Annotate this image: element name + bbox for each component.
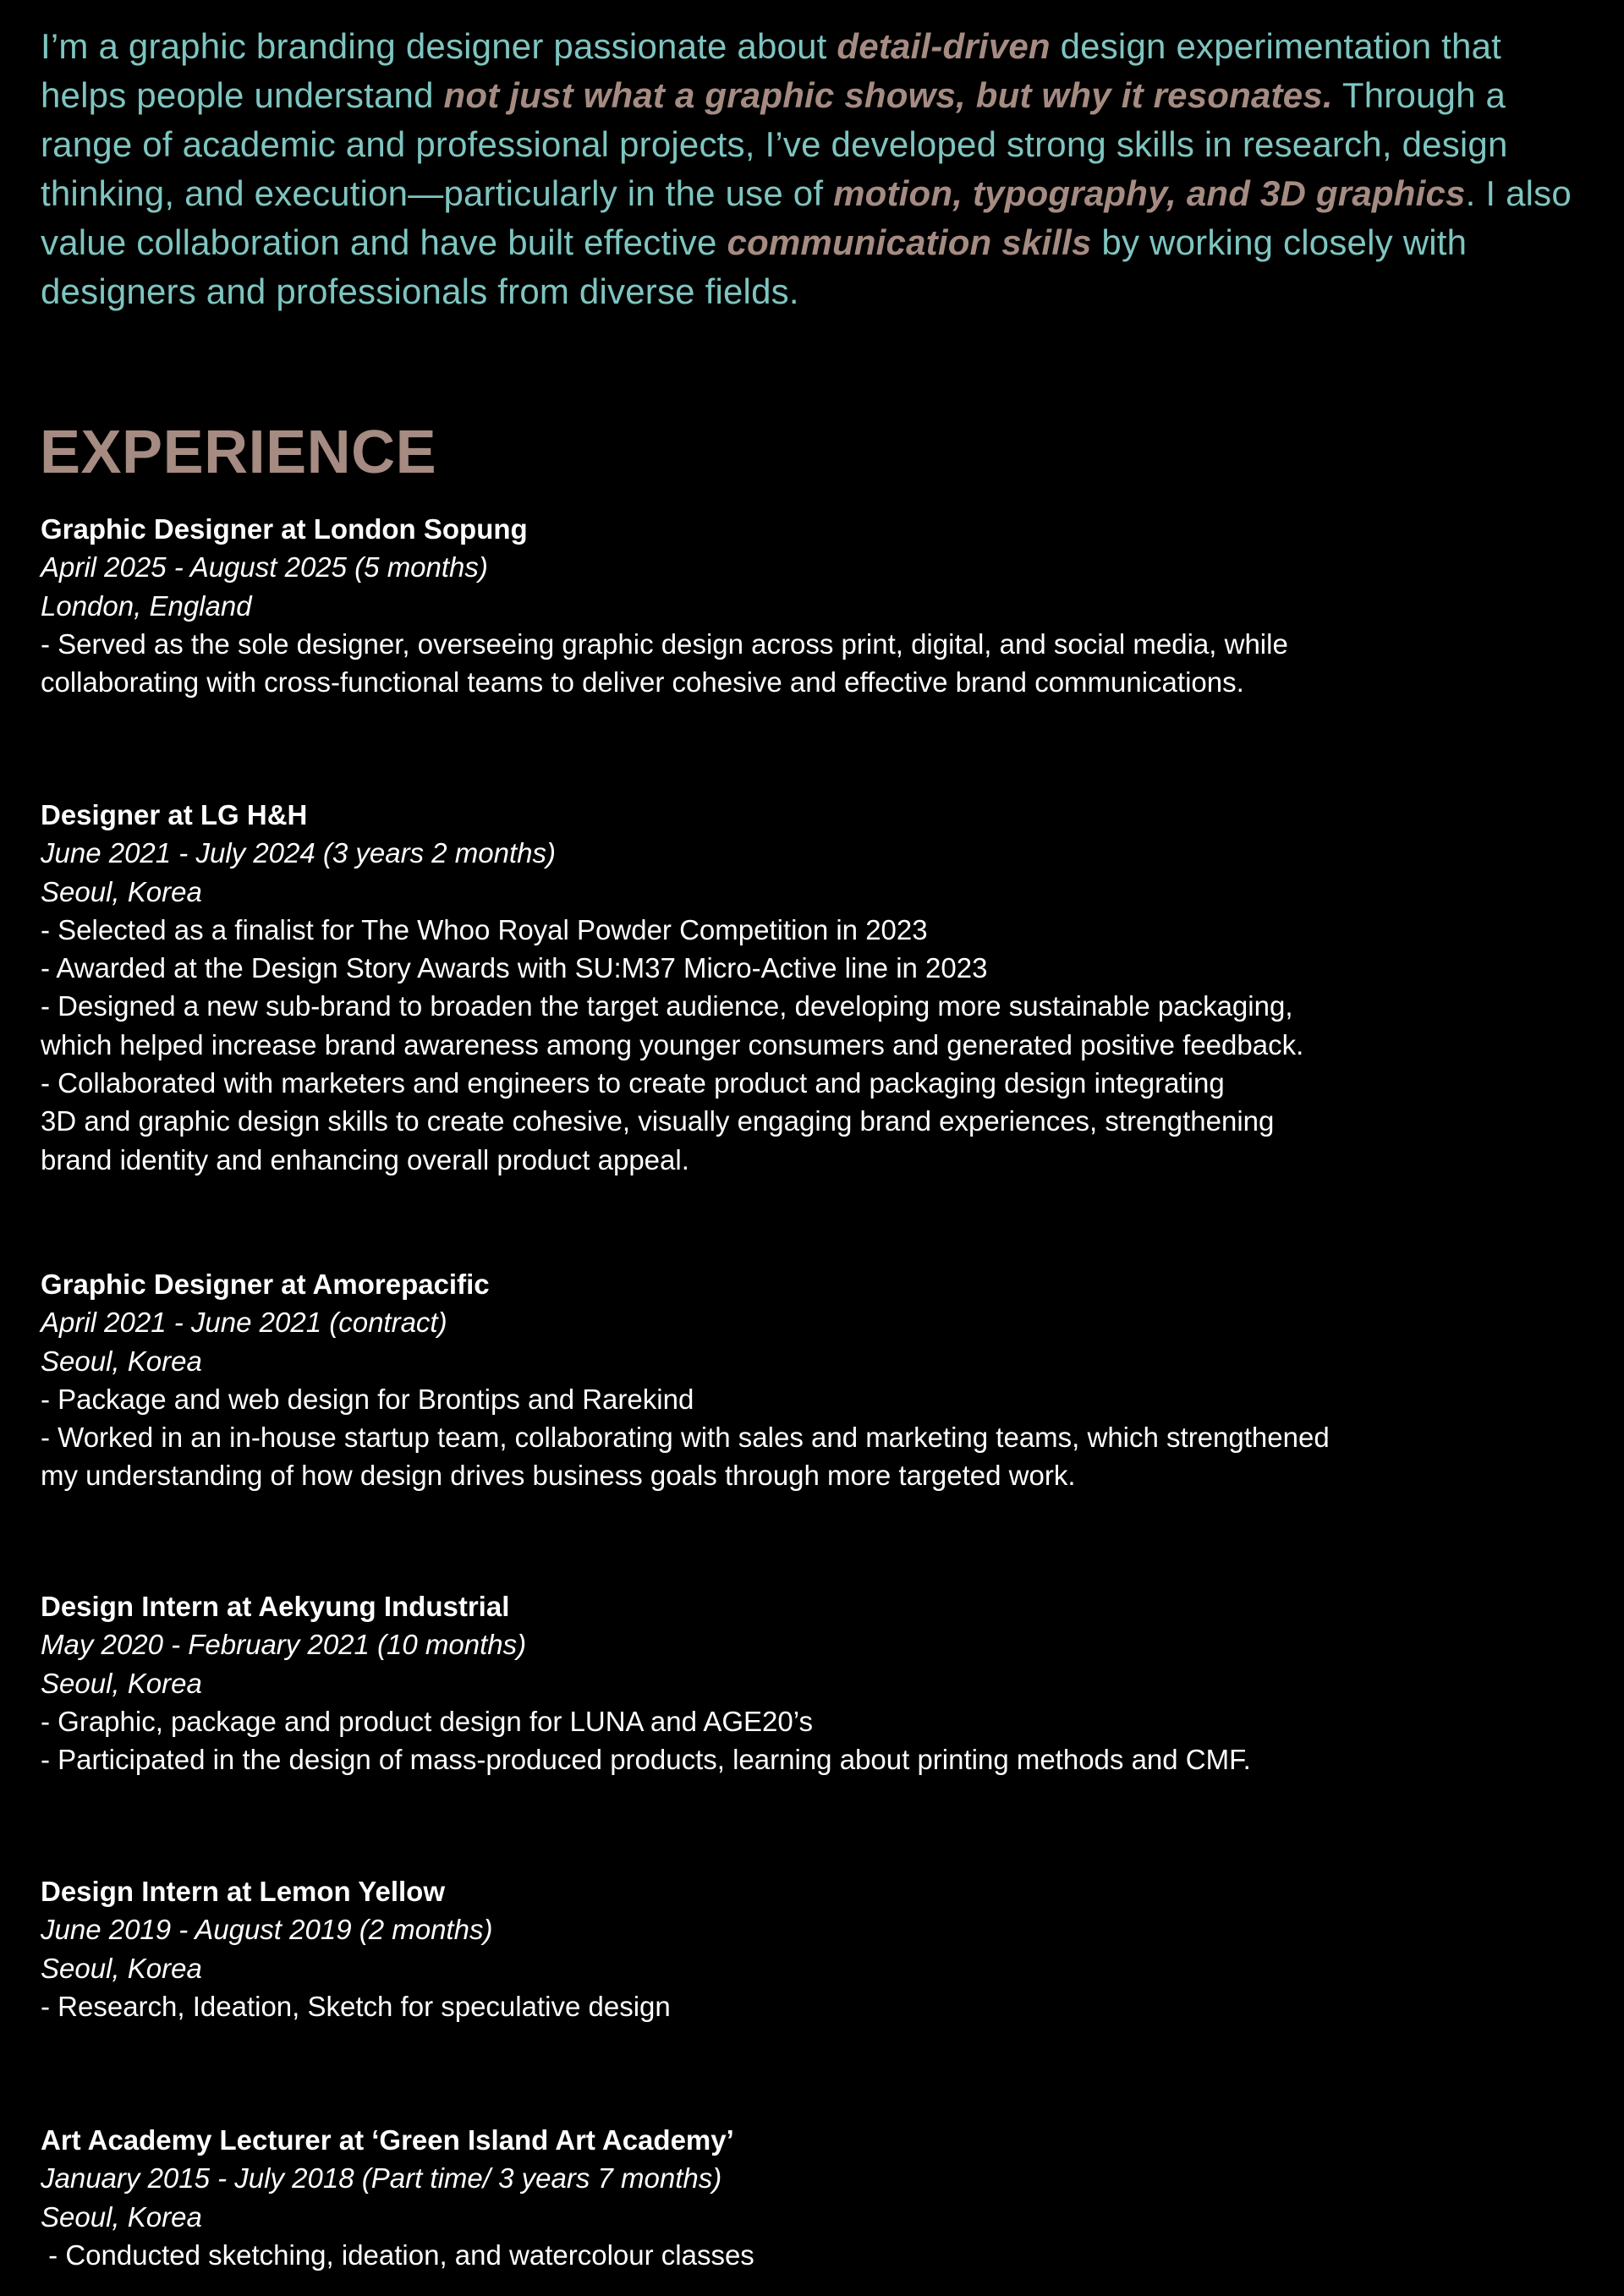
job-description-line: - Awarded at the Design Story Awards with SU:M37 Micro-Active line in 2023 [41, 952, 988, 984]
job-description-line: - Worked in an in-house startup team, collaborating with sales and marketing teams, which strengthened [41, 1422, 1330, 1454]
intro-text: Through a range of academic and professional projects, I’ve developed strong skills in research, design thinking, and execution—particularly in the use of [41, 75, 1508, 213]
job-description-line: - Selected as a finalist for The Whoo Royal Powder Competition in 2023 [41, 913, 928, 945]
job-title: Art Academy Lecturer at ‘Green Island Art Academy’ [41, 2124, 734, 2156]
intro-highlight: motion, typography, and 3D graphics [833, 173, 1466, 213]
job-location: Seoul, Korea [41, 1667, 202, 1699]
intro-highlight: not just what a graphic shows, but why it resonates. [443, 75, 1333, 115]
intro-text: . I also value collaboration and have built effective [41, 173, 1572, 262]
job-description-line: - Conducted sketching, ideation, and watercolour classes [41, 2238, 754, 2271]
job-location: Seoul, Korea [41, 2200, 202, 2233]
job-entry [41, 796, 1563, 1179]
intro-text: design experimentation that helps people understand [41, 26, 1502, 115]
job-dates: May 2020 - February 2021 (10 months) [41, 1629, 527, 1661]
job-title: Designer at LG H&H [41, 799, 308, 830]
experience-heading: EXPERIENCE [40, 419, 437, 486]
job-description-line: my understanding of how design drives business goals through more targeted work. [41, 1460, 1076, 1492]
job-location: London, England [41, 589, 252, 622]
job-description-line: 3D and graphic design skills to create cohesive, visually engaging brand experiences, strengthening [41, 1105, 1275, 1137]
job-location: Seoul, Korea [41, 875, 202, 907]
job-entry [41, 1872, 1563, 2025]
job-dates: January 2015 - July 2018 (Part time/ 3 years 7 months) [41, 2162, 722, 2195]
job-description-line: - Package and web design for Brontips and Rarekind [41, 1383, 694, 1415]
job-description-line: - Collaborated with marketers and engineers to create product and packaging design integrating [41, 1067, 1225, 1099]
intro-text: I’m a graphic branding designer passionate about [41, 26, 837, 66]
job-dates: June 2021 - July 2024 (3 years 2 months) [41, 837, 557, 869]
job-dates: June 2019 - August 2019 (2 months) [41, 1914, 493, 1946]
job-description-line: which helped increase brand awareness among younger consumers and generated positive feedback. [41, 1028, 1304, 1060]
job-location: Seoul, Korea [41, 1952, 202, 1984]
intro-text: by working closely with designers and professionals from diverse fields. [41, 222, 1468, 311]
job-title: Design Intern at Lemon Yellow [41, 1876, 445, 1907]
job-entry [41, 1265, 1563, 1495]
job-title: Design Intern at Aekyung Industrial [41, 1591, 510, 1622]
job-description-line: collaborating with cross-functional teams to deliver cohesive and effective brand communications. [41, 666, 1244, 699]
intro-highlight: communication skills [727, 222, 1092, 262]
job-entry [41, 510, 1563, 701]
job-dates: April 2025 - August 2025 (5 months) [41, 551, 488, 584]
job-description-line: brand identity and enhancing overall product appeal. [41, 1143, 689, 1175]
job-description-line: - Participated in the design of mass-produced products, learning about printing methods and CMF. [41, 1744, 1251, 1776]
job-location: Seoul, Korea [41, 1345, 202, 1377]
intro-paragraph [41, 22, 1597, 316]
job-dates: April 2021 - June 2021 (contract) [41, 1307, 447, 1339]
job-entry [41, 2121, 1563, 2274]
job-description-line: - Served as the sole designer, overseeing graphic design across print, digital, and social media, while [41, 627, 1288, 660]
job-entry [41, 1587, 1563, 1778]
job-description-line: - Graphic, package and product design for LUNA and AGE20’s [41, 1705, 813, 1737]
intro-highlight: detail-driven [837, 26, 1051, 66]
job-title: Graphic Designer at Amorepacific [41, 1269, 490, 1300]
job-description-line: - Research, Ideation, Sketch for speculative design [41, 1990, 671, 2022]
job-title: Graphic Designer at London Sopung [41, 513, 528, 545]
job-description-line: - Designed a new sub-brand to broaden the target audience, developing more sustainable packaging, [41, 990, 1293, 1022]
